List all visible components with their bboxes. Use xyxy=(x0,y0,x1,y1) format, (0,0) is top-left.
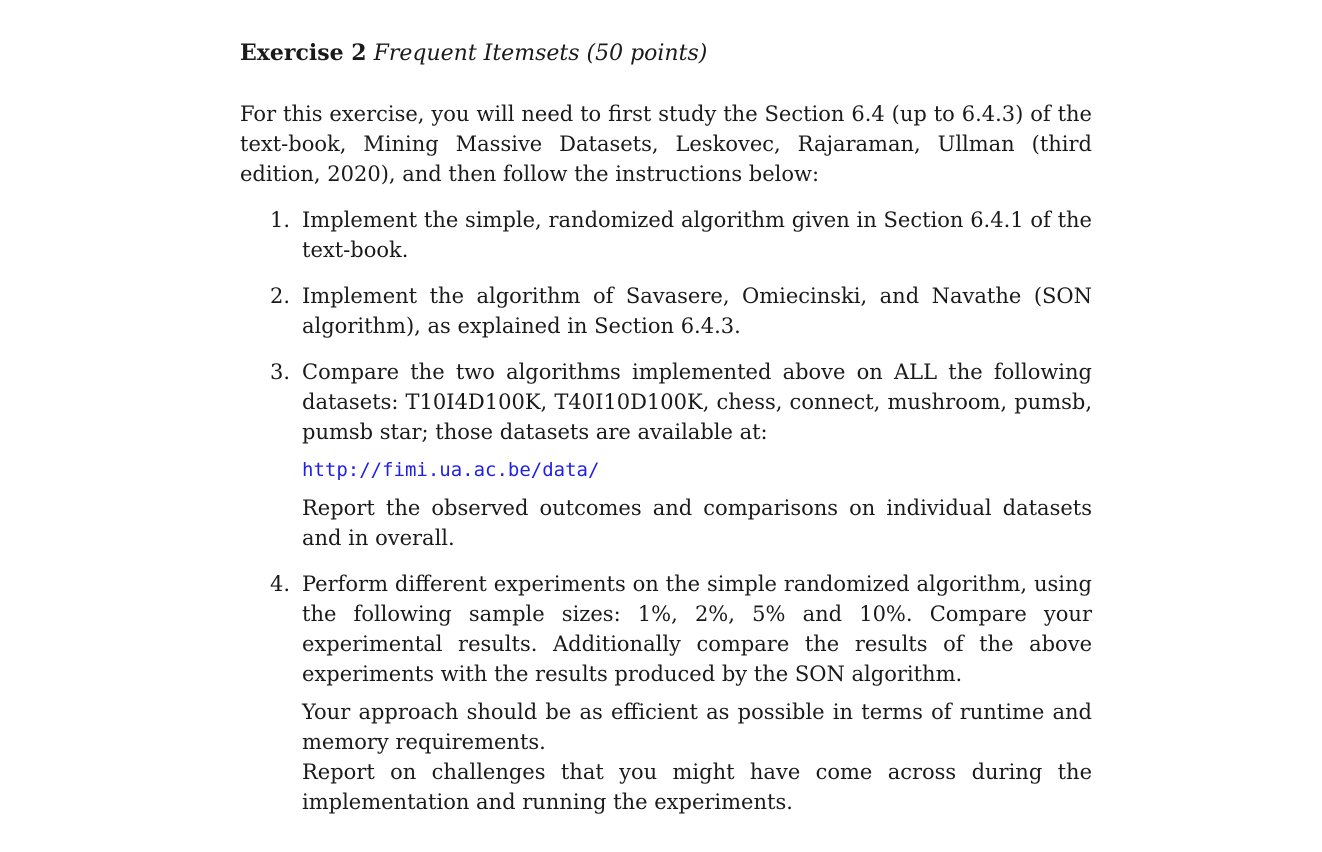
item-text: Compare the two algorithms implemented above on ALL the following datasets: T10I4D100K, T40I10D100K, chess, connect, mushroom, pumsb, pumsb star; those datasets are available at: xyxy=(302,360,1092,444)
item-number: 2. xyxy=(270,284,291,308)
item-text: Perform different experiments on the simple randomized algorithm, using the following sample sizes: 1%, 2%, 5% and 10%. Compare your experimental results. Additionally compare the results of the above experiments with the results produced by the SON algorithm. xyxy=(302,572,1092,686)
dataset-url-link[interactable]: http://fimi.ua.ac.be/data/ xyxy=(302,459,600,481)
item-followup-text: Your approach should be as efficient as possible in terms of runtime and memory requirements. xyxy=(302,700,1092,754)
list-item xyxy=(240,281,1092,341)
exercise-heading xyxy=(240,38,1092,69)
item-number: 3. xyxy=(270,360,291,384)
document-page xyxy=(240,38,1092,833)
list-item xyxy=(240,357,1092,553)
list-item xyxy=(240,569,1092,817)
item-followup-text: Report on challenges that you might have come across during the implementation and running the experiments. xyxy=(302,760,1092,814)
item-text: Implement the simple, randomized algorithm given in Section 6.4.1 of the text-book. xyxy=(302,208,1092,262)
item-text: Implement the algorithm of Savasere, Omiecinski, and Navathe (SON algorithm), as explained in Section 6.4.3. xyxy=(302,284,1092,338)
item-number: 4. xyxy=(270,572,291,596)
instruction-list xyxy=(240,205,1092,817)
item-number: 1. xyxy=(270,208,291,232)
exercise-title: Frequent Itemsets (50 points) xyxy=(373,41,708,66)
intro-paragraph: For this exercise, you will need to first study the Section 6.4 (up to 6.4.3) of the text-book, Mining Massive Datasets, Leskovec, Rajaraman, Ullman (third edition, 2020), and then follow the instructions below: xyxy=(240,102,1092,186)
exercise-label: Exercise 2 xyxy=(240,40,367,66)
item-followup-text: Report the observed outcomes and comparisons on individual datasets and in overall. xyxy=(302,496,1092,550)
list-item xyxy=(240,205,1092,265)
